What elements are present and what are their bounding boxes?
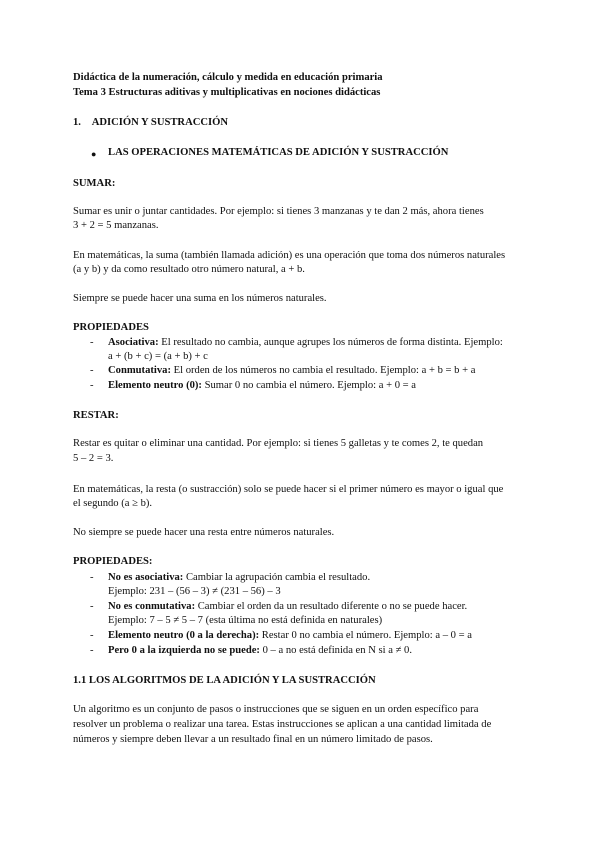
- dash-marker: -: [90, 572, 94, 583]
- property-label: Conmutativa:: [108, 365, 171, 376]
- sumar-paragraph-2-line-1: En matemáticas, la suma (también llamada adición) es una operación que toma dos números naturales: [73, 250, 506, 261]
- header-topic: Tema 3 Estructuras aditivas y multiplicativas en nociones didácticas: [73, 87, 381, 98]
- sumar-property-associative-example: a + (b + c) = (a + b) + c: [108, 351, 208, 362]
- sumar-property-associative: [108, 337, 503, 349]
- property-label: Asociativa:: [108, 337, 159, 348]
- restar-paragraph-2-line-1: En matemáticas, la resta (o sustracción) solo se puede hacer si el primer número es mayor o igual que: [73, 484, 504, 495]
- property-label: Elemento neutro (0 a la derecha):: [108, 630, 260, 641]
- property-text: El resultado no cambia, aunque agrupes los números de forma distinta. Ejemplo:: [158, 337, 503, 348]
- sumar-properties-heading: PROPIEDADES: [73, 322, 149, 333]
- restar-property-not-commutative: [108, 601, 467, 613]
- property-text: Restar 0 no cambia el número. Ejemplo: a – 0 = a: [259, 630, 472, 641]
- restar-property-zero-left: [108, 645, 412, 657]
- section-1-1-heading: 1.1 LOS ALGORITMOS DE LA ADICIÓN Y LA SUSTRACCIÓN: [73, 675, 376, 686]
- section-1-title: ADICIÓN Y SUSTRACCIÓN: [91, 117, 229, 128]
- section-1-1-paragraph-line-2: resolver un problema o realizar una tarea. Estas instrucciones se aplican a una cantidad limitada de: [73, 719, 492, 730]
- property-label: Pero 0 a la izquierda no se puede:: [108, 645, 260, 656]
- section-1-1-paragraph-line-3: números y siempre deben llevar a un resultado final en un número limitado de pasos.: [73, 734, 433, 745]
- section-1-1-paragraph-line-1: Un algoritmo es un conjunto de pasos o instrucciones que se siguen en un orden específico para: [73, 704, 479, 715]
- property-text: Cambiar la agrupación cambia el resultado.: [183, 572, 371, 583]
- header-subject: Didáctica de la numeración, cálculo y medida en educación primaria: [73, 72, 383, 83]
- property-text: El orden de los números no cambia el resultado. Ejemplo: a + b = b + a: [170, 365, 476, 376]
- sumar-paragraph-3: Siempre se puede hacer una suma en los números naturales.: [73, 293, 327, 304]
- dash-marker: -: [90, 380, 94, 391]
- section-1-number: 1.: [73, 117, 81, 128]
- restar-property-neutral-right: [108, 630, 472, 642]
- restar-paragraph-1-line-2: 5 – 2 = 3.: [73, 453, 114, 464]
- property-text: 0 – a no está definida en N si a ≠ 0.: [259, 645, 412, 656]
- bullet-heading: LAS OPERACIONES MATEMÁTICAS DE ADICIÓN Y SUSTRACCIÓN: [108, 147, 449, 158]
- dash-marker: -: [90, 601, 94, 612]
- restar-property-not-associative-example: Ejemplo: 231 – (56 – 3) ≠ (231 – 56) – 3: [108, 586, 281, 597]
- sumar-paragraph-1-line-2: 3 + 2 = 5 manzanas.: [73, 220, 159, 231]
- dash-marker: -: [90, 630, 94, 641]
- property-label: No es asociativa:: [108, 572, 184, 583]
- sumar-property-neutral: [108, 380, 416, 392]
- property-text: Sumar 0 no cambia el número. Ejemplo: a + 0 = a: [201, 380, 417, 391]
- dash-marker: -: [90, 645, 94, 656]
- property-text: Cambiar el orden da un resultado diferente o no se puede hacer.: [195, 601, 468, 612]
- dash-marker: -: [90, 365, 94, 376]
- property-label: No es conmutativa:: [108, 601, 196, 612]
- sumar-property-commutative: [108, 365, 475, 377]
- restar-paragraph-2-line-2: el segundo (a ≥ b).: [73, 498, 153, 509]
- restar-property-not-commutative-example: Ejemplo: 7 – 5 ≠ 5 – 7 (esta última no está definida en naturales): [108, 615, 383, 626]
- sumar-heading: SUMAR:: [73, 178, 116, 189]
- restar-paragraph-3: No siempre se puede hacer una resta entre números naturales.: [73, 527, 335, 538]
- restar-heading: RESTAR:: [73, 410, 119, 421]
- restar-paragraph-1-line-1: Restar es quitar o eliminar una cantidad. Por ejemplo: si tienes 5 galletas y te comes 2, te quedan: [73, 438, 484, 449]
- sumar-paragraph-2-line-2: (a y b) y da como resultado otro número natural, a + b.: [73, 264, 305, 275]
- bullet-icon: ●: [91, 149, 97, 159]
- property-label: Elemento neutro (0):: [108, 380, 202, 391]
- sumar-paragraph-1-line-1: Sumar es unir o juntar cantidades. Por ejemplo: si tienes 3 manzanas y te dan 2 más, ahora tienes: [73, 206, 484, 217]
- restar-properties-heading: PROPIEDADES:: [73, 556, 153, 567]
- restar-property-not-associative: [108, 572, 370, 584]
- dash-marker: -: [90, 337, 94, 348]
- section-1-heading: [73, 117, 228, 129]
